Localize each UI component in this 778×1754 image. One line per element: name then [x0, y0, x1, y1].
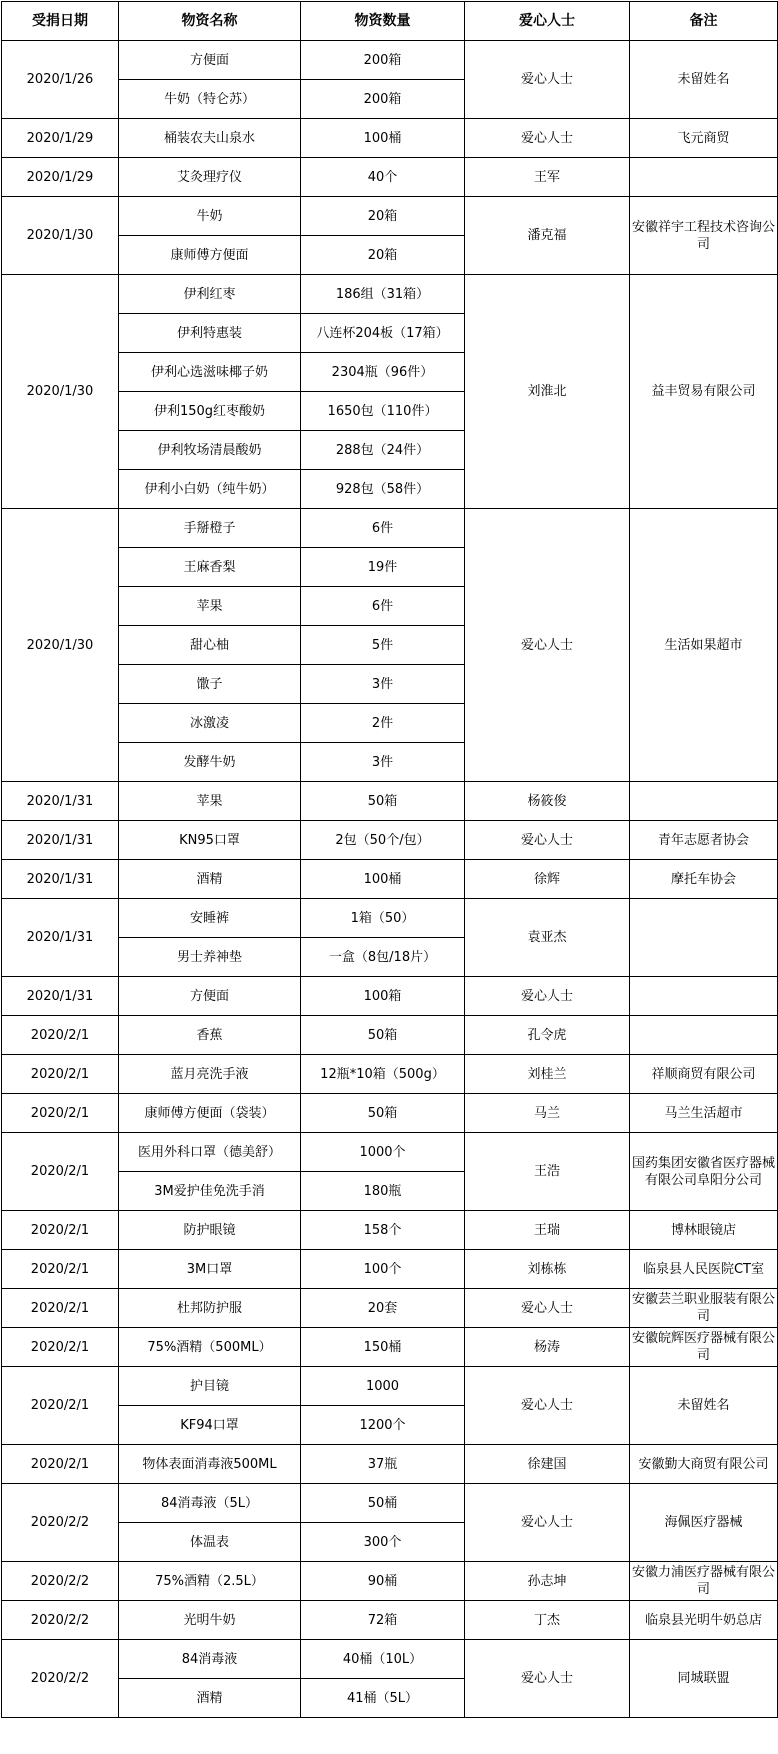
item-quantity-cell: 12瓶*10箱（500g） [301, 1055, 465, 1094]
item-quantity-cell: 100箱 [301, 977, 465, 1016]
donor-cell: 刘桂兰 [465, 1055, 630, 1094]
table-row [2, 509, 778, 548]
donation-date-cell: 2020/2/1 [2, 1367, 119, 1445]
item-name-cell: 安睡裤 [119, 899, 301, 938]
item-quantity-cell: 2包（50个/包） [301, 821, 465, 860]
header-quantity: 物资数量 [301, 2, 465, 41]
item-quantity-cell: 90桶 [301, 1562, 465, 1601]
table-row [2, 1055, 778, 1094]
table-row [2, 1562, 778, 1601]
item-name-cell: 医用外科口罩（德美舒） [119, 1133, 301, 1172]
item-quantity-cell: 50桶 [301, 1484, 465, 1523]
item-quantity-cell: 37瓶 [301, 1445, 465, 1484]
item-name-cell: 体温表 [119, 1523, 301, 1562]
item-quantity-cell: 180瓶 [301, 1172, 465, 1211]
item-name-cell: 3M口罩 [119, 1250, 301, 1289]
table-body [2, 41, 778, 1718]
donation-date-cell: 2020/1/30 [2, 509, 119, 782]
note-cell: 国药集团安徽省医疗器械有限公司阜阳分公司 [630, 1133, 778, 1211]
header-donor: 爱心人士 [465, 2, 630, 41]
item-quantity-cell: 928包（58件） [301, 470, 465, 509]
donor-cell: 杨涛 [465, 1328, 630, 1367]
item-quantity-cell: 八连杯204板（17箱） [301, 314, 465, 353]
donation-date-cell: 2020/1/30 [2, 197, 119, 275]
item-name-cell: 方便面 [119, 977, 301, 1016]
donor-cell: 丁杰 [465, 1601, 630, 1640]
item-quantity-cell: 300个 [301, 1523, 465, 1562]
item-quantity-cell: 186组（31箱） [301, 275, 465, 314]
donor-cell: 王浩 [465, 1133, 630, 1211]
table-row [2, 977, 778, 1016]
item-name-cell: 84消毒液 [119, 1640, 301, 1679]
item-quantity-cell: 158个 [301, 1211, 465, 1250]
item-quantity-cell: 1箱（50） [301, 899, 465, 938]
item-quantity-cell: 50箱 [301, 1094, 465, 1133]
item-name-cell: 杜邦防护服 [119, 1289, 301, 1328]
item-name-cell: 桶装农夫山泉水 [119, 119, 301, 158]
item-name-cell: 3M爱护佳免洗手消 [119, 1172, 301, 1211]
donation-date-cell: 2020/2/2 [2, 1640, 119, 1718]
donor-cell: 孙志坤 [465, 1562, 630, 1601]
item-quantity-cell: 2304瓶（96件） [301, 353, 465, 392]
donor-cell: 徐辉 [465, 860, 630, 899]
donor-cell: 马兰 [465, 1094, 630, 1133]
item-quantity-cell: 150桶 [301, 1328, 465, 1367]
donation-date-cell: 2020/2/1 [2, 1445, 119, 1484]
item-name-cell: 冰激凌 [119, 704, 301, 743]
donor-cell: 爱心人士 [465, 1640, 630, 1718]
item-quantity-cell: 6件 [301, 587, 465, 626]
item-quantity-cell: 100桶 [301, 119, 465, 158]
item-name-cell: 伊利特惠装 [119, 314, 301, 353]
donor-cell: 袁亚杰 [465, 899, 630, 977]
item-name-cell: 防护眼镜 [119, 1211, 301, 1250]
item-name-cell: 物体表面消毒液500ML [119, 1445, 301, 1484]
item-quantity-cell: 5件 [301, 626, 465, 665]
note-cell: 生活如果超市 [630, 509, 778, 782]
table-row [2, 197, 778, 236]
item-quantity-cell: 20套 [301, 1289, 465, 1328]
item-name-cell: 伊利小白奶（纯牛奶） [119, 470, 301, 509]
item-name-cell: 艾灸理疗仪 [119, 158, 301, 197]
item-name-cell: 康师傅方便面 [119, 236, 301, 275]
donor-cell: 爱心人士 [465, 41, 630, 119]
donor-cell: 孔令虎 [465, 1016, 630, 1055]
item-name-cell: 王麻香梨 [119, 548, 301, 587]
item-quantity-cell: 1650包（110件） [301, 392, 465, 431]
note-cell: 祥顺商贸有限公司 [630, 1055, 778, 1094]
note-cell: 安徽祥宇工程技术咨询公司 [630, 197, 778, 275]
table-row [2, 1211, 778, 1250]
note-cell: 未留姓名 [630, 1367, 778, 1445]
note-cell: 摩托车协会 [630, 860, 778, 899]
donation-date-cell: 2020/2/1 [2, 1211, 119, 1250]
table-row [2, 821, 778, 860]
donation-date-cell: 2020/1/31 [2, 977, 119, 1016]
item-name-cell: 男士养神垫 [119, 938, 301, 977]
item-quantity-cell: 20箱 [301, 236, 465, 275]
table-row [2, 1289, 778, 1328]
note-cell [630, 899, 778, 977]
table-row [2, 41, 778, 80]
table-row [2, 275, 778, 314]
item-quantity-cell: 6件 [301, 509, 465, 548]
note-cell: 安徽皖辉医疗器械有限公司 [630, 1328, 778, 1367]
donation-date-cell: 2020/1/31 [2, 860, 119, 899]
note-cell: 飞元商贸 [630, 119, 778, 158]
table-row [2, 1484, 778, 1523]
item-name-cell: 伊利牧场清晨酸奶 [119, 431, 301, 470]
donor-cell: 爱心人士 [465, 821, 630, 860]
table-row [2, 1094, 778, 1133]
note-cell [630, 977, 778, 1016]
item-quantity-cell: 1200个 [301, 1406, 465, 1445]
table-row [2, 119, 778, 158]
note-cell: 益丰贸易有限公司 [630, 275, 778, 509]
table-row [2, 1250, 778, 1289]
note-cell [630, 1016, 778, 1055]
item-quantity-cell: 3件 [301, 665, 465, 704]
item-quantity-cell: 100个 [301, 1250, 465, 1289]
item-name-cell: 光明牛奶 [119, 1601, 301, 1640]
note-cell: 青年志愿者协会 [630, 821, 778, 860]
item-name-cell: 伊利红枣 [119, 275, 301, 314]
donation-date-cell: 2020/2/2 [2, 1601, 119, 1640]
item-name-cell: 香蕉 [119, 1016, 301, 1055]
item-quantity-cell: 2件 [301, 704, 465, 743]
table-row [2, 1640, 778, 1679]
item-quantity-cell: 一盒（8包/18片） [301, 938, 465, 977]
item-name-cell: 方便面 [119, 41, 301, 80]
table-row [2, 158, 778, 197]
donation-date-cell: 2020/2/2 [2, 1484, 119, 1562]
item-name-cell: 酒精 [119, 1679, 301, 1718]
item-quantity-cell: 19件 [301, 548, 465, 587]
note-cell [630, 158, 778, 197]
donation-date-cell: 2020/2/1 [2, 1016, 119, 1055]
note-cell: 临泉县光明牛奶总店 [630, 1601, 778, 1640]
donor-cell: 爱心人士 [465, 977, 630, 1016]
donation-date-cell: 2020/1/31 [2, 782, 119, 821]
item-name-cell: 伊利心选滋味椰子奶 [119, 353, 301, 392]
donation-date-cell: 2020/2/1 [2, 1328, 119, 1367]
item-quantity-cell: 40桶（10L） [301, 1640, 465, 1679]
note-cell: 安徽力浦医疗器械有限公司 [630, 1562, 778, 1601]
header-note: 备注 [630, 2, 778, 41]
table-row [2, 1601, 778, 1640]
item-name-cell: 牛奶（特仑苏） [119, 80, 301, 119]
donor-cell: 潘克福 [465, 197, 630, 275]
table-row [2, 1445, 778, 1484]
donation-date-cell: 2020/1/29 [2, 119, 119, 158]
donation-date-cell: 2020/2/2 [2, 1562, 119, 1601]
note-cell: 马兰生活超市 [630, 1094, 778, 1133]
donation-date-cell: 2020/2/1 [2, 1055, 119, 1094]
item-name-cell: 酒精 [119, 860, 301, 899]
item-name-cell: 苹果 [119, 587, 301, 626]
note-cell: 博林眼镜店 [630, 1211, 778, 1250]
note-cell: 安徽芸兰职业服装有限公司 [630, 1289, 778, 1328]
donation-date-cell: 2020/1/31 [2, 899, 119, 977]
donation-date-cell: 2020/1/29 [2, 158, 119, 197]
item-name-cell: 发酵牛奶 [119, 743, 301, 782]
donor-cell: 爱心人士 [465, 119, 630, 158]
donor-cell: 徐建国 [465, 1445, 630, 1484]
item-name-cell: 牛奶 [119, 197, 301, 236]
item-name-cell: 苹果 [119, 782, 301, 821]
donation-date-cell: 2020/2/1 [2, 1289, 119, 1328]
item-name-cell: 馓子 [119, 665, 301, 704]
donor-cell: 爱心人士 [465, 1289, 630, 1328]
item-name-cell: 蓝月亮洗手液 [119, 1055, 301, 1094]
table-row [2, 782, 778, 821]
donation-date-cell: 2020/1/26 [2, 41, 119, 119]
item-quantity-cell: 50箱 [301, 782, 465, 821]
donor-cell: 刘淮北 [465, 275, 630, 509]
item-quantity-cell: 1000 [301, 1367, 465, 1406]
donor-cell: 爱心人士 [465, 509, 630, 782]
item-name-cell: KF94口罩 [119, 1406, 301, 1445]
note-cell [630, 782, 778, 821]
item-name-cell: 手掰橙子 [119, 509, 301, 548]
note-cell: 未留姓名 [630, 41, 778, 119]
item-quantity-cell: 288包（24件） [301, 431, 465, 470]
note-cell: 海佩医疗器械 [630, 1484, 778, 1562]
note-cell: 安徽勤大商贸有限公司 [630, 1445, 778, 1484]
item-name-cell: KN95口罩 [119, 821, 301, 860]
donation-date-cell: 2020/2/1 [2, 1094, 119, 1133]
donor-cell: 爱心人士 [465, 1484, 630, 1562]
item-quantity-cell: 40个 [301, 158, 465, 197]
item-quantity-cell: 1000个 [301, 1133, 465, 1172]
note-cell: 同城联盟 [630, 1640, 778, 1718]
donor-cell: 王瑞 [465, 1211, 630, 1250]
table-row [2, 1328, 778, 1367]
table-row [2, 1133, 778, 1172]
item-name-cell: 75%酒精（500ML） [119, 1328, 301, 1367]
item-quantity-cell: 100桶 [301, 860, 465, 899]
table-row [2, 899, 778, 938]
table-row [2, 1367, 778, 1406]
item-name-cell: 84消毒液（5L） [119, 1484, 301, 1523]
donation-date-cell: 2020/1/30 [2, 275, 119, 509]
item-quantity-cell: 72箱 [301, 1601, 465, 1640]
donation-date-cell: 2020/2/1 [2, 1133, 119, 1211]
item-name-cell: 护目镜 [119, 1367, 301, 1406]
item-quantity-cell: 200箱 [301, 80, 465, 119]
header-row [2, 2, 778, 41]
donor-cell: 王军 [465, 158, 630, 197]
item-quantity-cell: 20箱 [301, 197, 465, 236]
item-quantity-cell: 3件 [301, 743, 465, 782]
item-name-cell: 伊利150g红枣酸奶 [119, 392, 301, 431]
item-name-cell: 康师傅方便面（袋装） [119, 1094, 301, 1133]
table-row [2, 860, 778, 899]
table-row [2, 1016, 778, 1055]
donor-cell: 爱心人士 [465, 1367, 630, 1445]
note-cell: 临泉县人民医院CT室 [630, 1250, 778, 1289]
donor-cell: 刘栋栋 [465, 1250, 630, 1289]
donation-date-cell: 2020/2/1 [2, 1250, 119, 1289]
header-date: 受捐日期 [2, 2, 119, 41]
item-quantity-cell: 50箱 [301, 1016, 465, 1055]
item-quantity-cell: 41桶（5L） [301, 1679, 465, 1718]
item-quantity-cell: 200箱 [301, 41, 465, 80]
header-item-name: 物资名称 [119, 2, 301, 41]
item-name-cell: 75%酒精（2.5L） [119, 1562, 301, 1601]
item-name-cell: 甜心柚 [119, 626, 301, 665]
donation-table [1, 1, 778, 1718]
donor-cell: 杨筱俊 [465, 782, 630, 821]
donation-date-cell: 2020/1/31 [2, 821, 119, 860]
